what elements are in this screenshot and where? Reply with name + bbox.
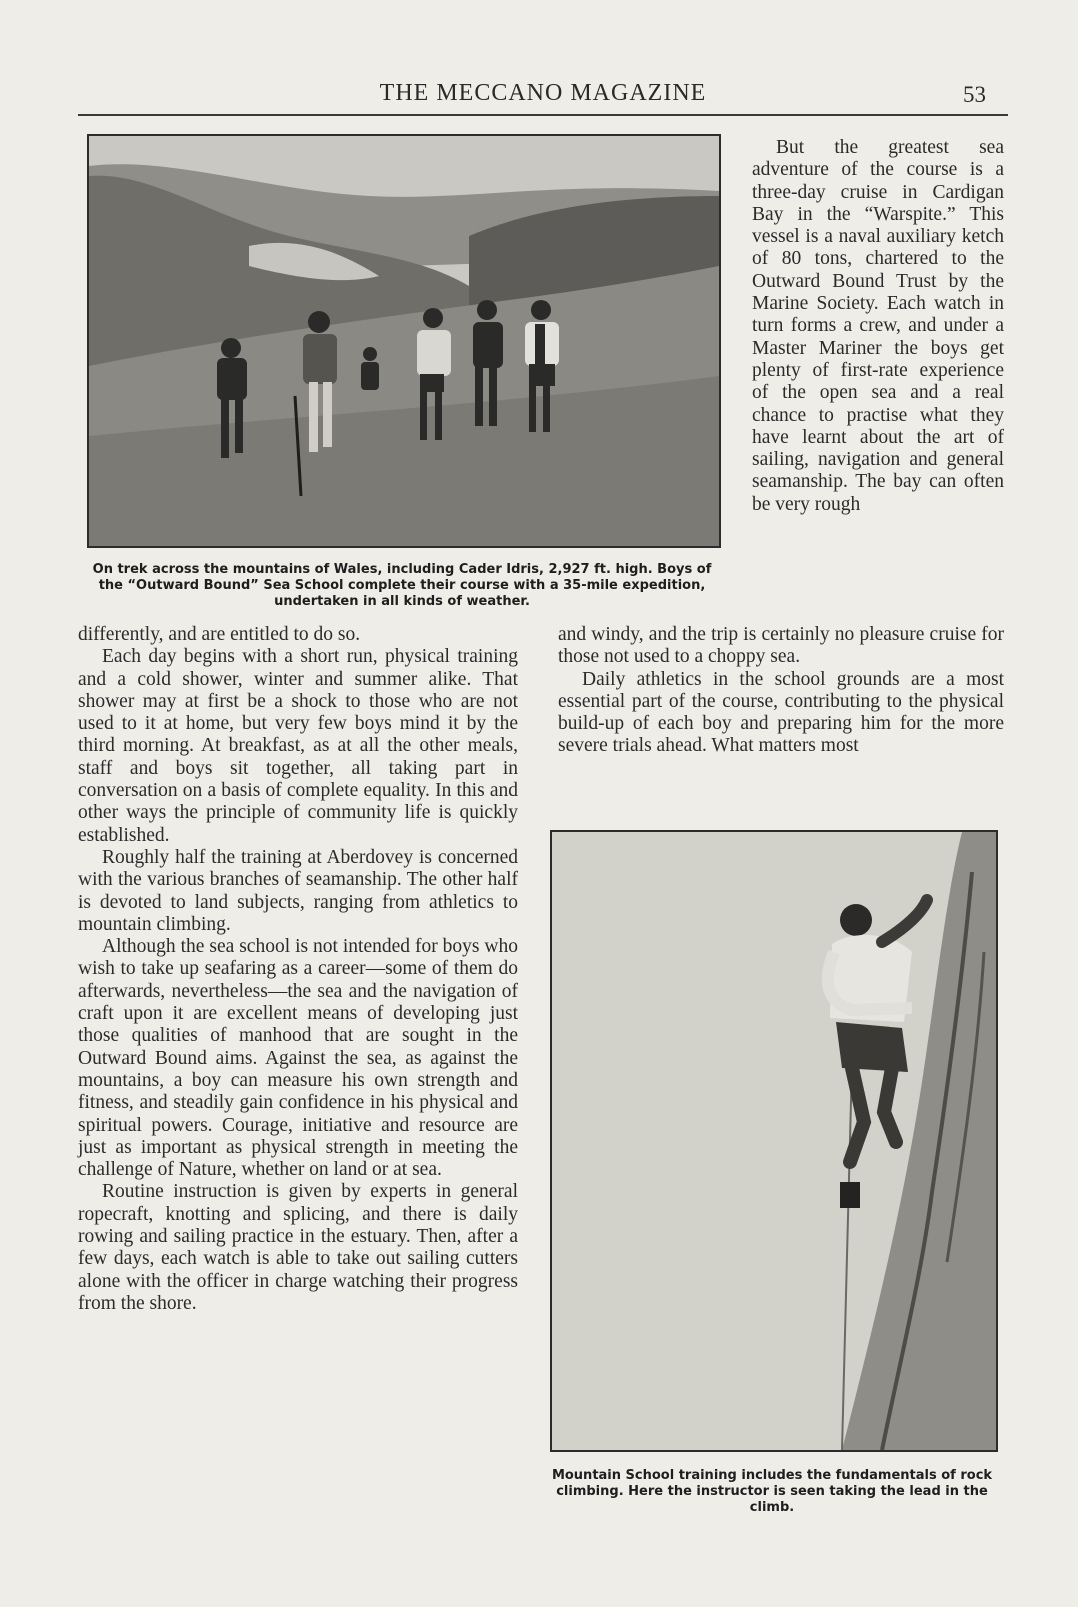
- trek-photo: [87, 134, 721, 548]
- page-header: [78, 80, 1008, 116]
- article-paragraph: Roughly half the training at Aberdovey is concerned with the various branches of seamanship. The other half is devoted to land subjects, ranging from athletics to mountain climbing.: [78, 846, 518, 935]
- article-paragraph: Each day begins with a short run, physical training and a cold shower, winter and summer alike. That shower may at first be a shock to those who are not used to it at home, but very few boys mind it by the third morning. At breakfast, as at all the other meals, staff and boys sit together, all taking part in conversation on a basis of complete equality. In this and other ways the principle of community life is quickly established.: [78, 646, 518, 846]
- article-paragraph: But the greatest sea adventure of the course is a three-day cruise in Cardigan Bay in the “Warspite.” This vessel is a naval auxiliary ketch of 80 tons, chartered to the Outward Bound Trust by the Marine Society. Each watch in turn forms a crew, and under a Master Mariner the boys get plenty of first-rate experience of the open sea and a real chance to practise what they have learnt about the art of sailing, navigation and general seamanship. The bay can often be very rough: [752, 137, 1004, 515]
- article-paragraph: and windy, and the trip is certainly no pleasure cruise for those not used to a choppy sea.: [558, 624, 1004, 668]
- article-paragraph: Although the sea school is not intended for boys who wish to take up seafaring as a career—some of them do afterwards, nevertheless—the sea and the navigation of craft upon it are excellent means of developing just those qualities of manhood that are sought in the Outward Bound aims. Against the sea, as against the mountains, a boy can measure his own strength and fitness, and steadily gain confidence in his physical and spiritual powers. Courage, initiative and resource are just as important as physical strength in meeting the challenge of Nature, whether on land or at sea.: [78, 936, 518, 1181]
- article-paragraph: differently, and are entitled to do so.: [78, 624, 361, 645]
- trek-caption: On trek across the mountains of Wales, including Cader Idris, 2,927 ft. high. Boys of the “Outward Bound” Sea School complete their course with a 35-mile expedition, undertaken in all kinds of weather.: [92, 562, 712, 609]
- climb-photo: [550, 830, 998, 1452]
- article-column-right-middle: [558, 624, 1004, 758]
- article-column-left: [78, 624, 518, 1315]
- article-paragraph: Routine instruction is given by experts in general ropecraft, knotting and splicing, and there is daily rowing and sailing practice in the estuary. Then, after a few days, each watch is able to take out sailing cutters alone with the officer in charge watching their progress from the shore.: [78, 1181, 518, 1314]
- article-paragraph: Daily athletics in the school grounds are a most essential part of the course, contributing to the physical build-up of each boy and preparing him for the more severe trials ahead. What matters most: [558, 668, 1004, 757]
- page-number: 53: [963, 82, 986, 107]
- climb-caption: Mountain School training includes the fundamentals of rock climbing. Here the instructor is seen taking the lead in the climb.: [551, 1468, 993, 1515]
- magazine-title: THE MECCANO MAGAZINE: [379, 80, 707, 106]
- article-column-right-top: [752, 137, 1004, 516]
